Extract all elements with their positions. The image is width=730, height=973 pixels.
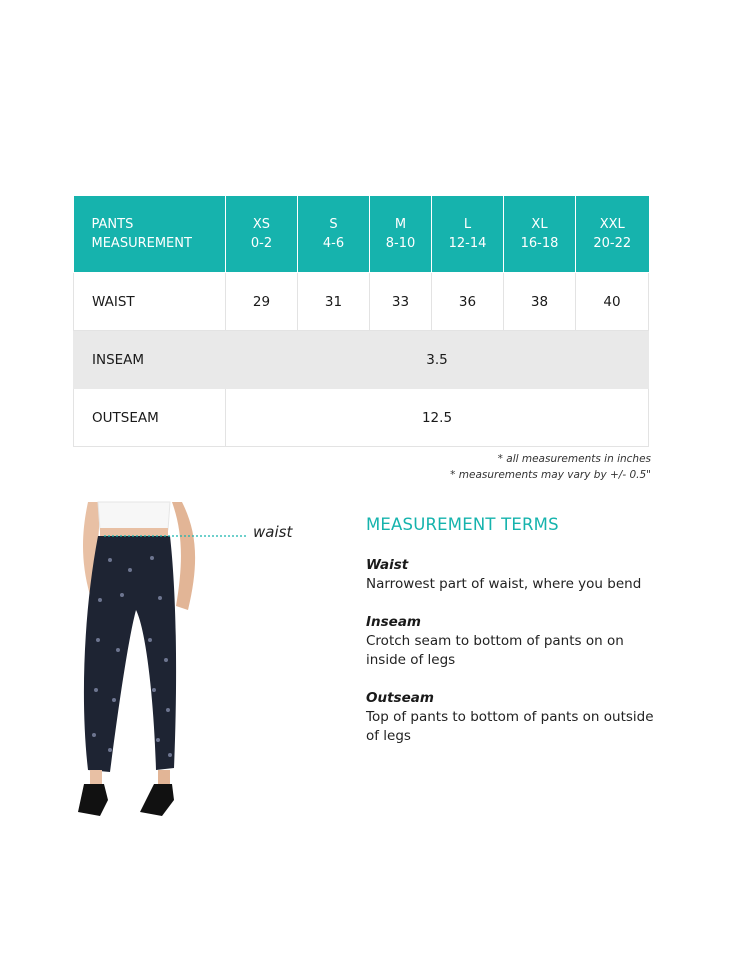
table-row-outseam xyxy=(74,389,649,447)
left-ankle xyxy=(90,770,102,784)
waist-value-xl: 38 xyxy=(504,273,576,331)
size-range: 4-6 xyxy=(322,236,345,251)
size-range: 0-2 xyxy=(250,236,273,251)
term-definition: Narrowest part of waist, where you bend xyxy=(366,576,642,592)
waist-value-s: 31 xyxy=(298,273,370,331)
waist-value-l: 36 xyxy=(432,273,504,331)
size-header-l xyxy=(432,196,504,273)
size-name: XXL xyxy=(599,217,625,232)
measurement-notes xyxy=(450,451,651,483)
size-header-xxl xyxy=(576,196,649,273)
size-name: XL xyxy=(531,217,548,232)
waist-value-m: 33 xyxy=(370,273,432,331)
midriff xyxy=(100,528,168,536)
right-arm xyxy=(172,502,195,610)
model-figure xyxy=(70,500,295,820)
size-name: L xyxy=(463,217,472,232)
size-name: XS xyxy=(252,217,271,232)
waist-value-xxl: 40 xyxy=(576,273,649,331)
measurement-terms xyxy=(366,515,666,765)
term-outseam xyxy=(366,689,666,746)
term-name: Waist xyxy=(366,557,409,573)
row-label-waist: WAIST xyxy=(74,273,226,331)
size-header-xl xyxy=(504,196,576,273)
size-range: 8-10 xyxy=(385,236,416,251)
term-inseam xyxy=(366,613,666,670)
left-shoe xyxy=(78,784,108,816)
size-range: 20-22 xyxy=(593,236,632,251)
outseam-value: 12.5 xyxy=(226,389,649,447)
size-header-s xyxy=(298,196,370,273)
note-variance: * measurements may vary by +/- 0.5" xyxy=(450,469,651,481)
model-pants-illustration xyxy=(70,500,295,820)
term-name: Inseam xyxy=(366,614,422,630)
table-row-inseam xyxy=(74,331,649,389)
header-label-line2: MEASUREMENT xyxy=(91,236,192,251)
term-definition: Top of pants to bottom of pants on outside of legs xyxy=(366,709,654,744)
size-range: 12-14 xyxy=(448,236,487,251)
size-name: M xyxy=(394,217,407,232)
size-name: S xyxy=(329,217,338,232)
header-label-cell xyxy=(74,196,226,273)
right-ankle xyxy=(158,770,170,784)
size-chart-table xyxy=(73,196,649,447)
waist-value-xs: 29 xyxy=(226,273,298,331)
inseam-value: 3.5 xyxy=(226,331,649,389)
row-label-outseam: OUTSEAM xyxy=(74,389,226,447)
waist-callout-label: waist xyxy=(253,523,293,541)
terms-heading: MEASUREMENT TERMS xyxy=(366,515,559,534)
size-range: 16-18 xyxy=(520,236,559,251)
term-waist xyxy=(366,556,666,594)
header-label-line1: PANTS xyxy=(91,217,134,232)
table-row-waist xyxy=(74,273,649,331)
size-header-m xyxy=(370,196,432,273)
term-definition: Crotch seam to bottom of pants on on inside of legs xyxy=(366,633,624,668)
table-header-row xyxy=(74,196,649,273)
right-shoe xyxy=(140,784,174,816)
term-name: Outseam xyxy=(366,690,434,706)
note-inches: * all measurements in inches xyxy=(497,453,651,465)
size-header-xs xyxy=(226,196,298,273)
row-label-inseam: INSEAM xyxy=(74,331,226,389)
